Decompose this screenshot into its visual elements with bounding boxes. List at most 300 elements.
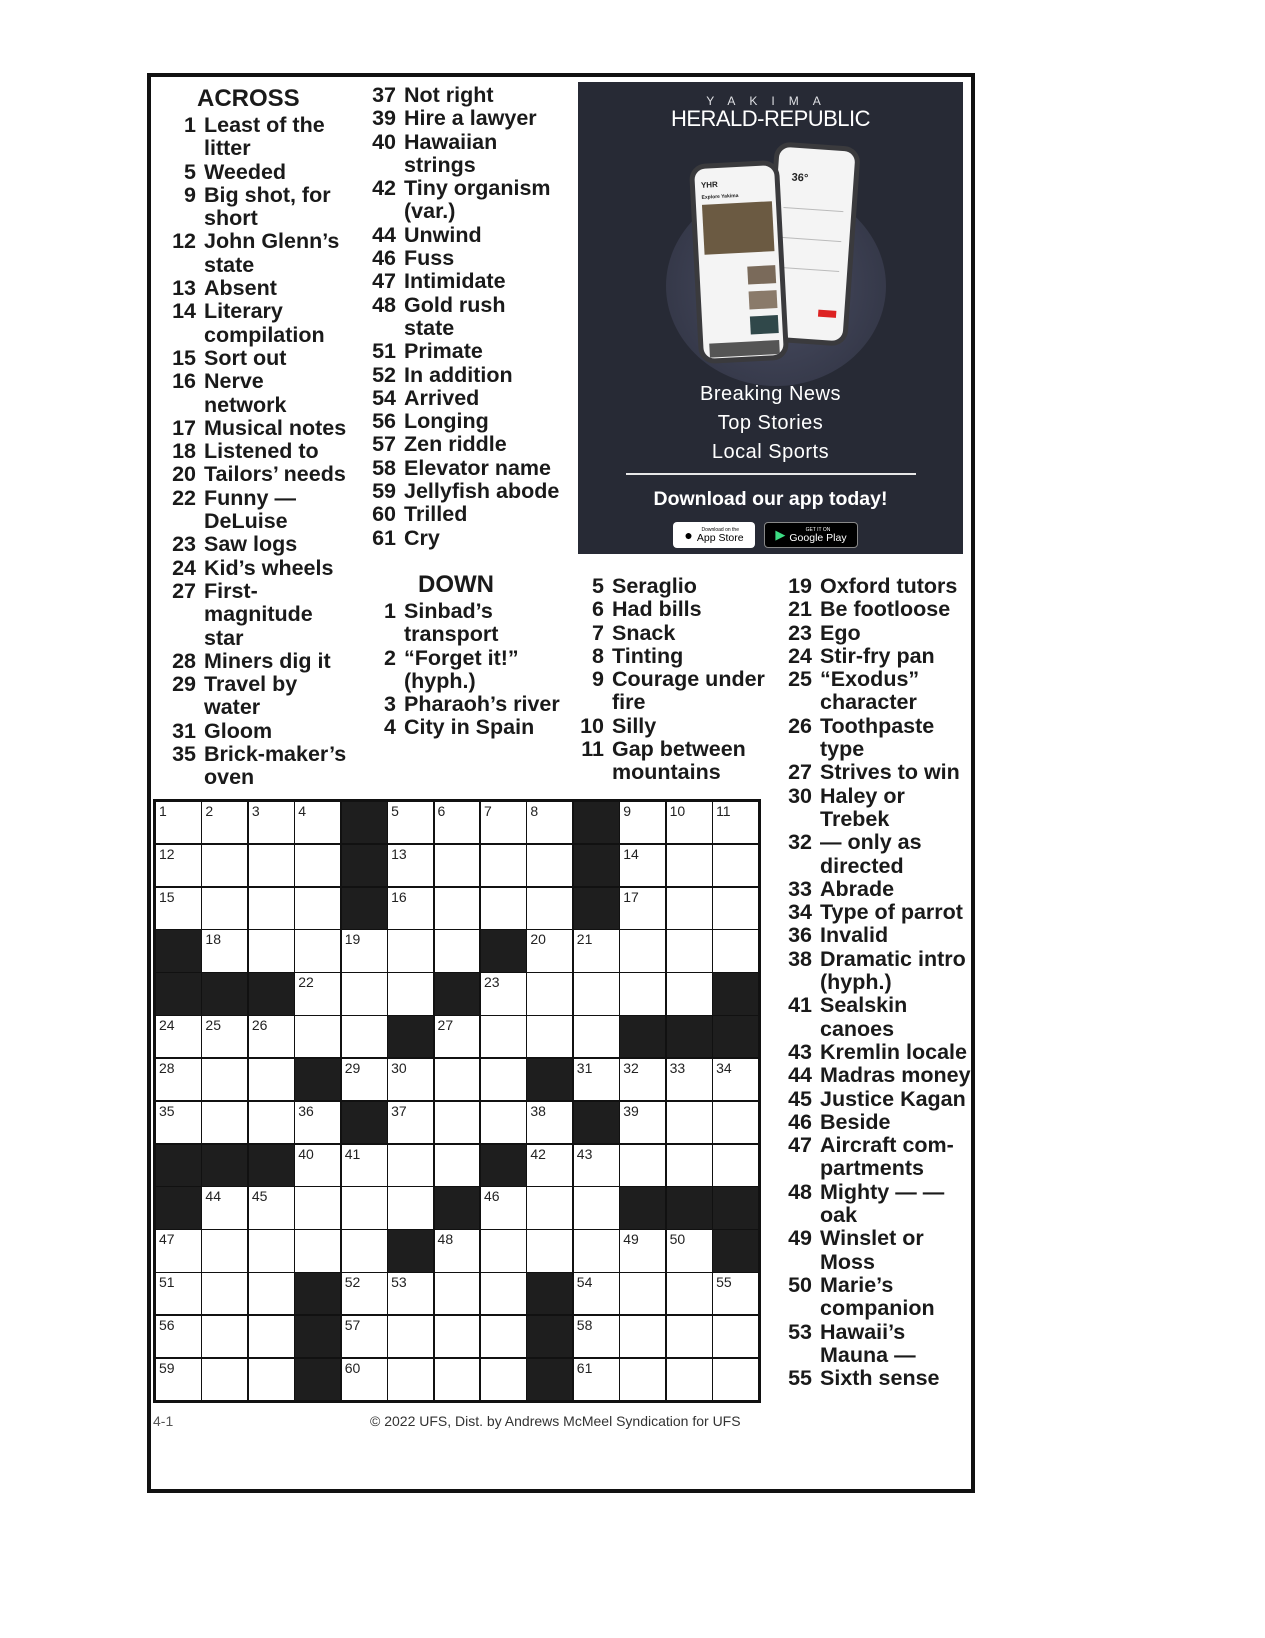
grid-cell[interactable] <box>388 930 433 971</box>
clue-number: 37 <box>372 83 396 107</box>
clue-text: Winslet or Moss <box>820 1226 924 1274</box>
clue-item <box>160 161 350 184</box>
grid-cell[interactable] <box>667 1059 712 1100</box>
black-square <box>342 802 387 843</box>
cell-number: 39 <box>623 1102 639 1119</box>
grid-cell[interactable] <box>574 973 619 1014</box>
grid-cell[interactable] <box>249 1316 294 1357</box>
grid-cell[interactable] <box>202 845 247 886</box>
clue-item <box>776 878 976 901</box>
cell-number: 60 <box>344 1359 361 1376</box>
grid-cell[interactable] <box>388 973 433 1014</box>
grid-cell[interactable] <box>156 1316 201 1357</box>
clue-number: 1 <box>384 598 396 623</box>
grid-cell[interactable] <box>249 930 294 971</box>
clue-item <box>360 693 560 716</box>
clue-item <box>568 668 768 715</box>
black-square <box>295 1316 340 1357</box>
clue-item <box>568 575 768 598</box>
black-square <box>388 1230 433 1271</box>
clue-item <box>776 831 976 878</box>
clue-text: Saw logs <box>204 532 298 557</box>
cell-number: 29 <box>344 1059 361 1076</box>
cell-number: 41 <box>344 1145 361 1162</box>
cell-number: 54 <box>576 1274 593 1291</box>
clue-number: 2 <box>384 645 396 670</box>
clue-number: 46 <box>788 1109 812 1134</box>
grid-cell[interactable] <box>481 802 526 843</box>
clue-item <box>776 715 976 762</box>
cell-number: 51 <box>159 1274 175 1291</box>
clue-text: Weeded <box>204 159 287 184</box>
down-clues-column-4 <box>776 575 976 1390</box>
grid-cell[interactable] <box>249 802 294 843</box>
grid-cell[interactable] <box>481 1059 526 1100</box>
grid-cell[interactable] <box>574 1059 619 1100</box>
clue-number: 51 <box>372 339 396 364</box>
grid-cell[interactable] <box>527 1187 572 1228</box>
grid-cell[interactable] <box>388 1273 433 1314</box>
grid-cell[interactable] <box>574 1359 619 1400</box>
grid-cell[interactable] <box>620 1059 665 1100</box>
clue-number: 6 <box>592 597 604 622</box>
clue-item <box>568 715 768 738</box>
grid-cell[interactable] <box>667 1145 712 1186</box>
clue-item <box>360 503 560 526</box>
cell-number: 49 <box>623 1231 639 1248</box>
black-square <box>574 1102 619 1143</box>
grid-cell[interactable] <box>713 1059 758 1100</box>
clue-text: Funny — DeLuise <box>204 485 296 534</box>
grid-cell[interactable] <box>295 802 340 843</box>
clue-item <box>776 1088 976 1111</box>
grid-cell[interactable] <box>435 1273 480 1314</box>
grid-cell[interactable] <box>202 1359 247 1400</box>
clue-number: 45 <box>788 1086 812 1111</box>
clue-text: Not right <box>404 83 494 107</box>
clue-text: Absent <box>204 276 277 301</box>
grid-cell[interactable] <box>481 888 526 929</box>
clue-number: 8 <box>592 643 604 668</box>
cell-number: 22 <box>298 974 314 991</box>
grid-cell[interactable] <box>435 1316 480 1357</box>
clue-item <box>776 1367 976 1390</box>
grid-cell[interactable] <box>249 888 294 929</box>
cell-number: 19 <box>344 931 361 948</box>
clue-item <box>360 294 560 341</box>
clue-number: 49 <box>788 1226 812 1251</box>
cell-number: 1 <box>159 803 167 819</box>
grid-cell[interactable] <box>667 1102 712 1143</box>
grid-cell[interactable] <box>713 802 758 843</box>
grid-cell[interactable] <box>620 1230 665 1271</box>
grid-cell[interactable] <box>620 1316 665 1357</box>
grid-cell[interactable] <box>667 930 712 971</box>
grid-cell[interactable] <box>249 1230 294 1271</box>
grid-cell[interactable] <box>667 888 712 929</box>
black-square <box>667 1016 712 1057</box>
cell-number: 24 <box>159 1017 175 1034</box>
grid-cell[interactable] <box>435 1230 480 1271</box>
grid-cell[interactable] <box>527 1016 572 1057</box>
grid-cell[interactable] <box>202 1187 247 1228</box>
cell-number: 45 <box>251 1188 268 1205</box>
clue-text: Literary compilation <box>204 299 325 347</box>
grid-cell[interactable] <box>667 973 712 1014</box>
grid-cell[interactable] <box>713 845 758 886</box>
grid-cell[interactable] <box>527 1230 572 1271</box>
grid-cell[interactable] <box>249 1102 294 1143</box>
clue-text: Elevator name <box>404 455 551 480</box>
grid-cell[interactable] <box>388 1102 433 1143</box>
cell-number: 17 <box>623 888 639 905</box>
grid-cell[interactable] <box>667 1316 712 1357</box>
cell-number: 8 <box>530 803 539 819</box>
app-store-button[interactable] <box>673 522 755 548</box>
grid-cell[interactable] <box>249 845 294 886</box>
ad-feature-list <box>578 380 963 467</box>
clue-number: 52 <box>372 362 396 387</box>
grid-cell[interactable] <box>435 845 480 886</box>
grid-cell[interactable] <box>527 802 572 843</box>
grid-cell[interactable] <box>435 1016 480 1057</box>
clue-item <box>776 1321 976 1368</box>
feature-top-stories: Top Stories <box>717 412 824 434</box>
cell-number: 7 <box>483 803 492 819</box>
clue-item <box>160 487 350 534</box>
grid-cell[interactable] <box>435 1102 480 1143</box>
grid-cell[interactable] <box>295 1230 340 1271</box>
clue-text: Tiny organism (var.) <box>404 176 551 224</box>
grid-cell[interactable] <box>156 1016 201 1057</box>
clue-text: Kremlin locale <box>820 1039 967 1064</box>
grid-cell[interactable] <box>202 1230 247 1271</box>
clue-item <box>776 575 976 598</box>
clue-number: 20 <box>172 462 196 487</box>
grid-cell[interactable] <box>342 1316 387 1357</box>
cell-number: 32 <box>623 1059 639 1076</box>
grid-cell[interactable] <box>713 930 758 971</box>
grid-cell[interactable] <box>481 1273 526 1314</box>
grid-cell[interactable] <box>295 1102 340 1143</box>
grid-cell[interactable] <box>574 1187 619 1228</box>
grid-cell[interactable] <box>202 1273 247 1314</box>
grid-cell[interactable] <box>202 930 247 971</box>
clue-text: Toothpaste type <box>820 713 935 762</box>
clue-item <box>360 131 560 178</box>
clue-item <box>776 1041 976 1064</box>
grid-cell[interactable] <box>574 1316 619 1357</box>
clue-text: Sinbad’s transport <box>404 598 499 647</box>
cell-number: 18 <box>205 931 221 948</box>
google-small-label: GET IT ON <box>805 526 831 533</box>
grid-cell[interactable] <box>620 930 665 971</box>
grid-cell[interactable] <box>156 845 201 886</box>
grid-cell[interactable] <box>202 888 247 929</box>
clue-text: Gloom <box>204 718 273 743</box>
grid-cell[interactable] <box>342 1187 387 1228</box>
clue-text: Cry <box>404 525 440 550</box>
grid-cell[interactable] <box>527 888 572 929</box>
grid-cell[interactable] <box>295 1016 340 1057</box>
clue-text: Sixth sense <box>820 1366 940 1391</box>
grid-cell[interactable] <box>295 1187 340 1228</box>
grid-cell[interactable] <box>620 845 665 886</box>
clue-item <box>776 1064 976 1087</box>
clue-number: 58 <box>372 455 396 480</box>
clue-number: 16 <box>172 369 196 394</box>
cell-number: 11 <box>716 803 731 819</box>
across-heading: ACROSS <box>197 85 300 112</box>
clue-item <box>360 387 560 410</box>
grid-cell[interactable] <box>202 1059 247 1100</box>
grid-cell[interactable] <box>667 1359 712 1400</box>
grid-cell[interactable] <box>295 1145 340 1186</box>
grid-cell[interactable] <box>620 1145 665 1186</box>
cell-number: 55 <box>716 1274 732 1291</box>
ad-brand-logo: HERALD-REPUBLIC <box>670 106 871 131</box>
grid-cell[interactable] <box>574 1016 619 1057</box>
clue-number: 23 <box>172 532 196 557</box>
clue-number: 46 <box>372 246 396 271</box>
grid-cell[interactable] <box>342 1359 387 1400</box>
grid-cell[interactable] <box>435 1059 480 1100</box>
grid-cell[interactable] <box>667 845 712 886</box>
grid-cell[interactable] <box>527 973 572 1014</box>
clue-number: 5 <box>592 574 604 598</box>
grid-cell[interactable] <box>713 1102 758 1143</box>
clue-number: 18 <box>172 439 196 464</box>
clue-number: 9 <box>184 182 196 207</box>
puzzle-id: 4-1 <box>153 1413 174 1429</box>
clue-number: 24 <box>172 555 196 580</box>
play-icon: ▶ <box>775 527 786 542</box>
cell-number: 13 <box>391 845 407 862</box>
grid-cell[interactable] <box>481 973 526 1014</box>
crossword-grid[interactable] <box>153 799 761 1403</box>
grid-cell[interactable] <box>388 802 433 843</box>
grid-cell[interactable] <box>435 930 480 971</box>
cell-number: 16 <box>391 888 407 905</box>
grid-cell[interactable] <box>435 1359 480 1400</box>
grid-cell[interactable] <box>435 1145 480 1186</box>
grid-cell[interactable] <box>342 930 387 971</box>
clue-number: 3 <box>384 692 396 717</box>
grid-cell[interactable] <box>667 1273 712 1314</box>
clue-text: Sort out <box>204 345 287 370</box>
grid-cell[interactable] <box>342 973 387 1014</box>
feature-breaking-news: Breaking News <box>699 383 841 405</box>
grid-cell[interactable] <box>481 1187 526 1228</box>
clue-number: 33 <box>788 876 812 901</box>
grid-cell[interactable] <box>574 1145 619 1186</box>
clue-number: 7 <box>592 620 604 645</box>
black-square <box>249 1145 294 1186</box>
black-square <box>156 973 201 1014</box>
clue-text: Type of parrot <box>820 900 963 925</box>
grid-cell[interactable] <box>388 888 433 929</box>
grid-cell[interactable] <box>156 1273 201 1314</box>
grid-cell[interactable] <box>527 845 572 886</box>
grid-cell[interactable] <box>620 1359 665 1400</box>
clue-item <box>160 440 350 463</box>
grid-cell[interactable] <box>202 1016 247 1057</box>
grid-cell[interactable] <box>620 973 665 1014</box>
clue-number: 27 <box>788 760 812 785</box>
clue-item <box>776 668 976 715</box>
cell-number: 5 <box>391 803 399 819</box>
grid-cell[interactable] <box>667 802 712 843</box>
black-square <box>202 1145 247 1186</box>
clue-number: 32 <box>788 830 812 855</box>
grid-cell[interactable] <box>481 1230 526 1271</box>
grid-cell[interactable] <box>713 1145 758 1186</box>
cell-number: 38 <box>530 1102 546 1119</box>
grid-cell[interactable] <box>249 1359 294 1400</box>
clue-text: Snack <box>612 620 676 645</box>
cell-number: 58 <box>576 1316 593 1333</box>
grid-cell[interactable] <box>481 1016 526 1057</box>
clue-text: Oxford tutors <box>820 574 958 598</box>
grid-cell[interactable] <box>481 1359 526 1400</box>
grid-cell[interactable] <box>295 930 340 971</box>
clue-number: 47 <box>372 269 396 294</box>
grid-cell[interactable] <box>156 1230 201 1271</box>
grid-cell[interactable] <box>620 888 665 929</box>
clue-item <box>776 1111 976 1134</box>
grid-cell[interactable] <box>388 1316 433 1357</box>
clue-text: Justice Kagan <box>820 1086 966 1111</box>
across-clues-column-1 <box>160 84 350 790</box>
cell-number: 36 <box>298 1102 314 1119</box>
clue-text: Brick-maker’s oven <box>204 742 347 790</box>
grid-cell[interactable] <box>249 1187 294 1228</box>
clue-text: — only as directed <box>820 830 922 878</box>
clue-number: 43 <box>788 1039 812 1064</box>
grid-cell[interactable] <box>574 1230 619 1271</box>
clue-text: Tinting <box>612 643 684 668</box>
cell-number: 61 <box>576 1359 593 1376</box>
clue-number: 28 <box>172 648 196 673</box>
grid-cell[interactable] <box>713 1316 758 1357</box>
grid-cell[interactable] <box>342 1273 387 1314</box>
black-square <box>295 1273 340 1314</box>
cell-number: 4 <box>298 803 307 819</box>
clue-item <box>776 1227 976 1274</box>
apple-icon: ● <box>684 527 693 543</box>
cell-number: 53 <box>391 1274 407 1291</box>
grid-cell[interactable] <box>388 845 433 886</box>
grid-cell[interactable] <box>342 1016 387 1057</box>
clue-number: 22 <box>172 485 196 510</box>
clue-item <box>160 277 350 300</box>
grid-cell[interactable] <box>435 802 480 843</box>
grid-cell[interactable] <box>342 1059 387 1100</box>
black-square <box>156 930 201 971</box>
grid-cell[interactable] <box>156 802 201 843</box>
grid-cell[interactable] <box>342 1230 387 1271</box>
cell-number: 15 <box>159 888 175 905</box>
grid-cell[interactable] <box>527 930 572 971</box>
grid-cell[interactable] <box>156 1059 201 1100</box>
grid-cell[interactable] <box>574 1273 619 1314</box>
clue-item <box>160 650 350 673</box>
clue-item <box>776 645 976 668</box>
grid-cell[interactable] <box>713 888 758 929</box>
grid-cell[interactable] <box>435 888 480 929</box>
grid-cell[interactable] <box>295 888 340 929</box>
clue-number: 44 <box>788 1063 812 1088</box>
grid-cell[interactable] <box>249 1059 294 1100</box>
google-play-button[interactable] <box>764 522 858 548</box>
black-square <box>295 1059 340 1100</box>
grid-cell[interactable] <box>202 1316 247 1357</box>
grid-cell[interactable] <box>620 802 665 843</box>
grid-cell[interactable] <box>481 845 526 886</box>
grid-cell[interactable] <box>620 1102 665 1143</box>
black-square <box>574 802 619 843</box>
clue-text: First-magnitude star <box>204 578 313 650</box>
black-square <box>713 1230 758 1271</box>
grid-cell[interactable] <box>202 1102 247 1143</box>
clue-item <box>776 948 976 995</box>
clue-text: Longing <box>404 409 489 434</box>
clue-item <box>568 738 768 785</box>
across-clues-column-2 <box>360 84 560 740</box>
grid-cell[interactable] <box>574 930 619 971</box>
clue-item <box>160 370 350 417</box>
black-square <box>295 1359 340 1400</box>
grid-cell[interactable] <box>481 1316 526 1357</box>
grid-cell[interactable] <box>295 973 340 1014</box>
grid-cell[interactable] <box>481 1102 526 1143</box>
clue-text: Silly <box>612 713 657 738</box>
clue-number: 11 <box>581 737 604 762</box>
grid-cell[interactable] <box>620 1273 665 1314</box>
clue-number: 4 <box>384 715 396 740</box>
grid-cell[interactable] <box>527 1145 572 1186</box>
grid-cell[interactable] <box>527 1102 572 1143</box>
clue-text: Big shot, for short <box>204 182 331 231</box>
grid-cell[interactable] <box>667 1230 712 1271</box>
grid-cell[interactable] <box>249 1273 294 1314</box>
clue-text: In addition <box>404 362 513 387</box>
app-advertisement[interactable] <box>578 82 963 554</box>
clue-number: 48 <box>372 292 396 317</box>
grid-cell[interactable] <box>388 1145 433 1186</box>
clue-text: Be footloose <box>820 597 951 622</box>
cell-number: 12 <box>159 845 175 862</box>
grid-cell[interactable] <box>388 1187 433 1228</box>
grid-cell[interactable] <box>713 1359 758 1400</box>
grid-cell[interactable] <box>342 1145 387 1186</box>
grid-cell[interactable] <box>156 1359 201 1400</box>
grid-cell[interactable] <box>156 888 201 929</box>
grid-cell[interactable] <box>713 1273 758 1314</box>
grid-cell[interactable] <box>249 1016 294 1057</box>
clue-number: 29 <box>172 672 196 697</box>
clue-number: 10 <box>580 713 604 738</box>
weather-temp: 36° <box>791 171 809 185</box>
grid-cell[interactable] <box>202 802 247 843</box>
grid-cell[interactable] <box>388 1059 433 1100</box>
black-square <box>527 1273 572 1314</box>
cell-number: 30 <box>391 1059 407 1076</box>
clue-item <box>776 1274 976 1321</box>
grid-cell[interactable] <box>295 845 340 886</box>
grid-cell[interactable] <box>156 1102 201 1143</box>
grid-cell[interactable] <box>388 1359 433 1400</box>
